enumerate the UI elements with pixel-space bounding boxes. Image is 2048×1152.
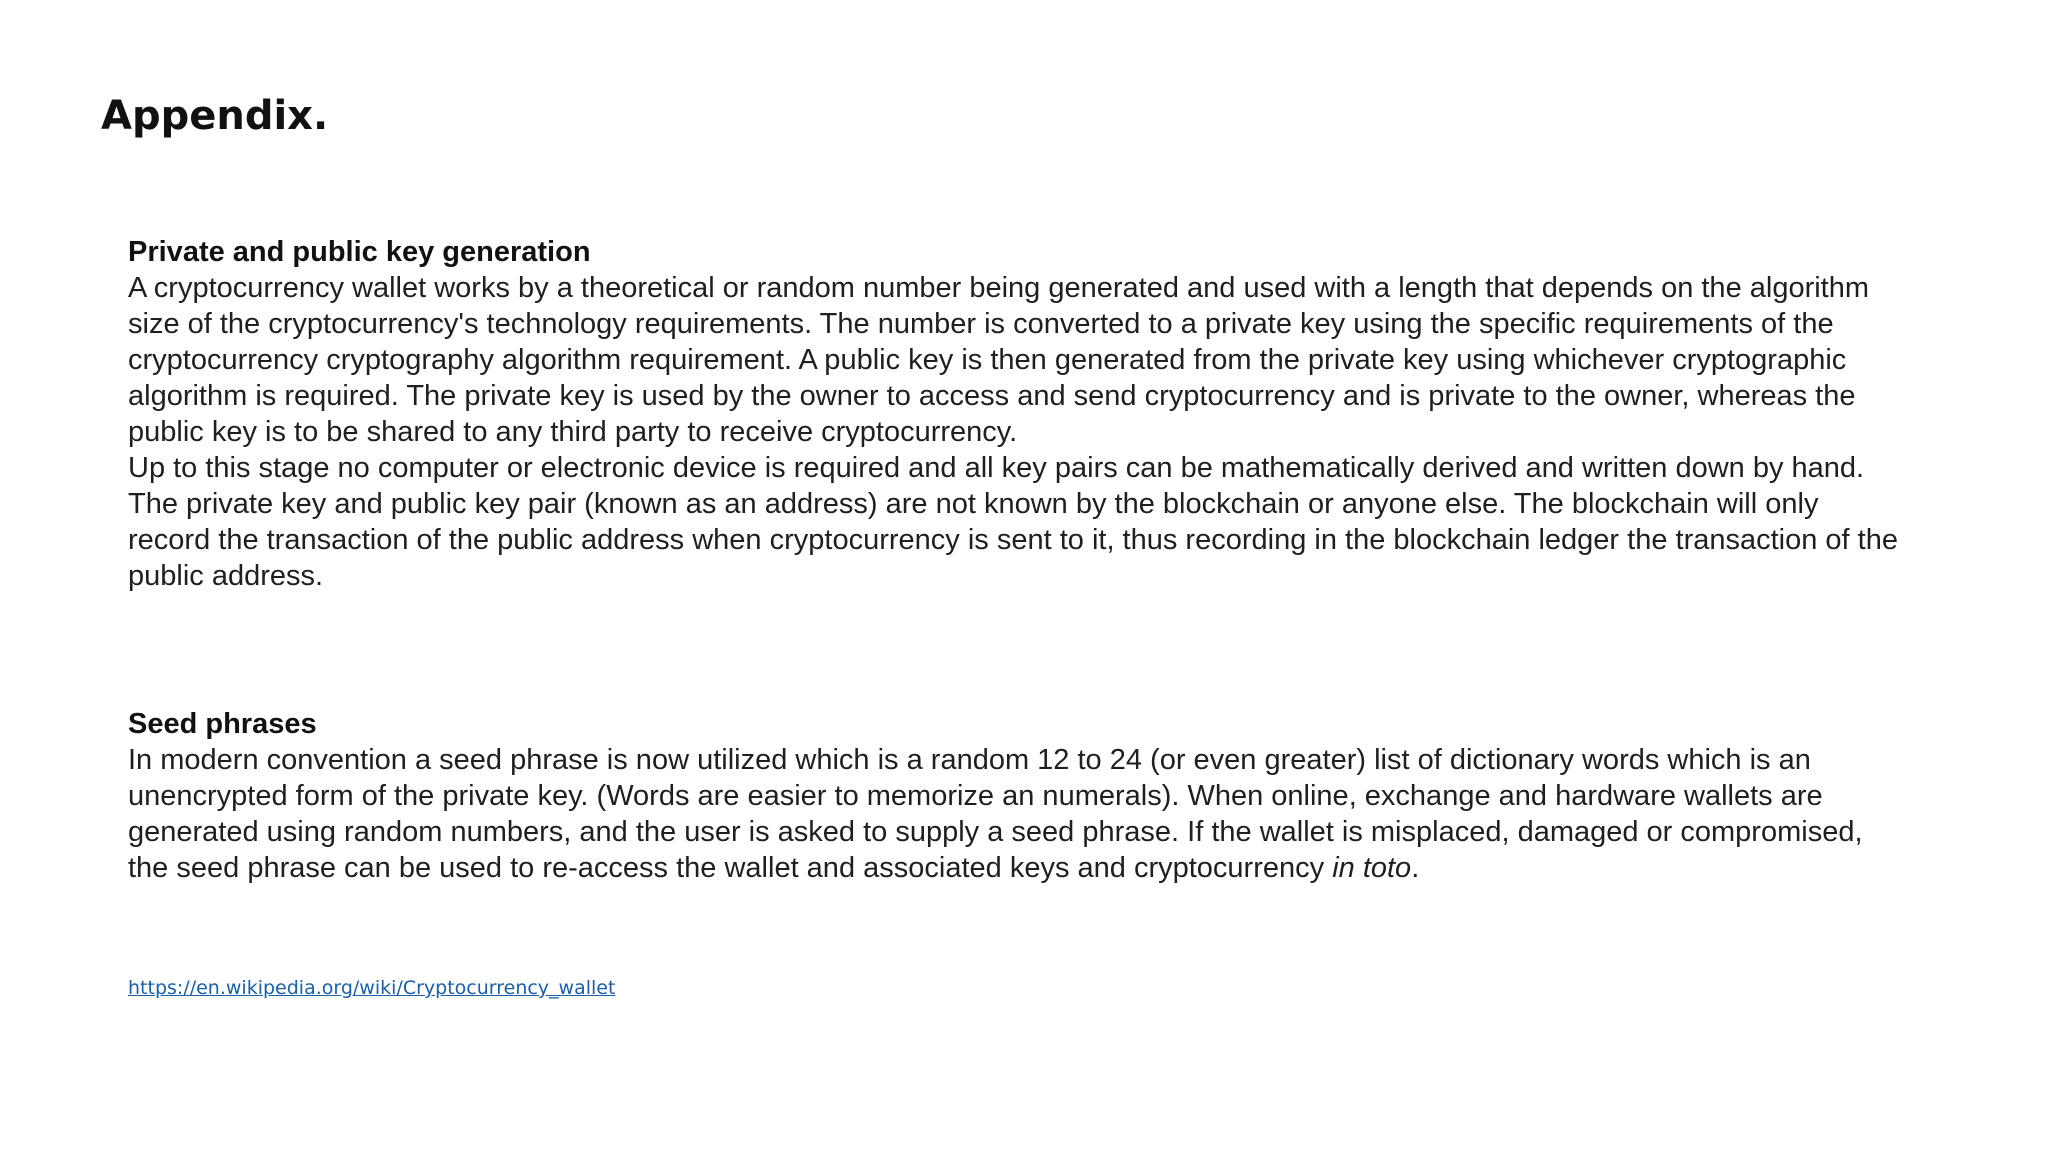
- section-seed-phrases: [128, 706, 1908, 886]
- seed-phrases-text: In modern convention a seed phrase is now utilized which is a random 12 to 24 (or even greater) list of dictionary words which is an unencrypted form of the private key. (Words are easier to memorize an numerals). When online, exchange and hardware wallets are generated using random numbers, and the user is asked to supply a seed phrase. If the wallet is misplaced, damaged or compromised, the seed phrase can be used to re-access the wallet and associated keys and cryptocurrency: [128, 744, 1863, 884]
- section-heading-key-generation: Private and public key generation: [128, 236, 591, 268]
- section-heading-seed-phrases: Seed phrases: [128, 708, 317, 740]
- slide-title: Appendix.: [101, 93, 329, 139]
- seed-phrases-text-end: .: [1411, 852, 1420, 884]
- seed-phrases-paragraph: [128, 742, 1908, 886]
- source-link[interactable]: https://en.wikipedia.org/wiki/Cryptocurrency_wallet: [128, 977, 616, 999]
- key-generation-paragraph-2: Up to this stage no computer or electronic device is required and all key pairs can be mathematically derived and written down by hand. The private key and public key pair (known as an address) are not known by the blockchain or anyone else. The blockchain will only record the transaction of the public address when cryptocurrency is sent to it, thus recording in the blockchain ledger the transaction of the public address.: [128, 452, 1898, 592]
- key-generation-paragraph-1: A cryptocurrency wallet works by a theoretical or random number being generated and used with a length that depends on the algorithm size of the cryptocurrency's technology requirements. The number is converted to a private key using the specific requirements of the cryptocurrency cryptography algorithm requirement. A public key is then generated from the private key using whichever cryptographic algorithm is required. The private key is used by the owner to access and send cryptocurrency and is private to the owner, whereas the public key is to be shared to any third party to receive cryptocurrency.: [128, 272, 1870, 448]
- seed-phrases-italic-text: in toto: [1332, 852, 1412, 884]
- section-key-generation: [128, 234, 1908, 594]
